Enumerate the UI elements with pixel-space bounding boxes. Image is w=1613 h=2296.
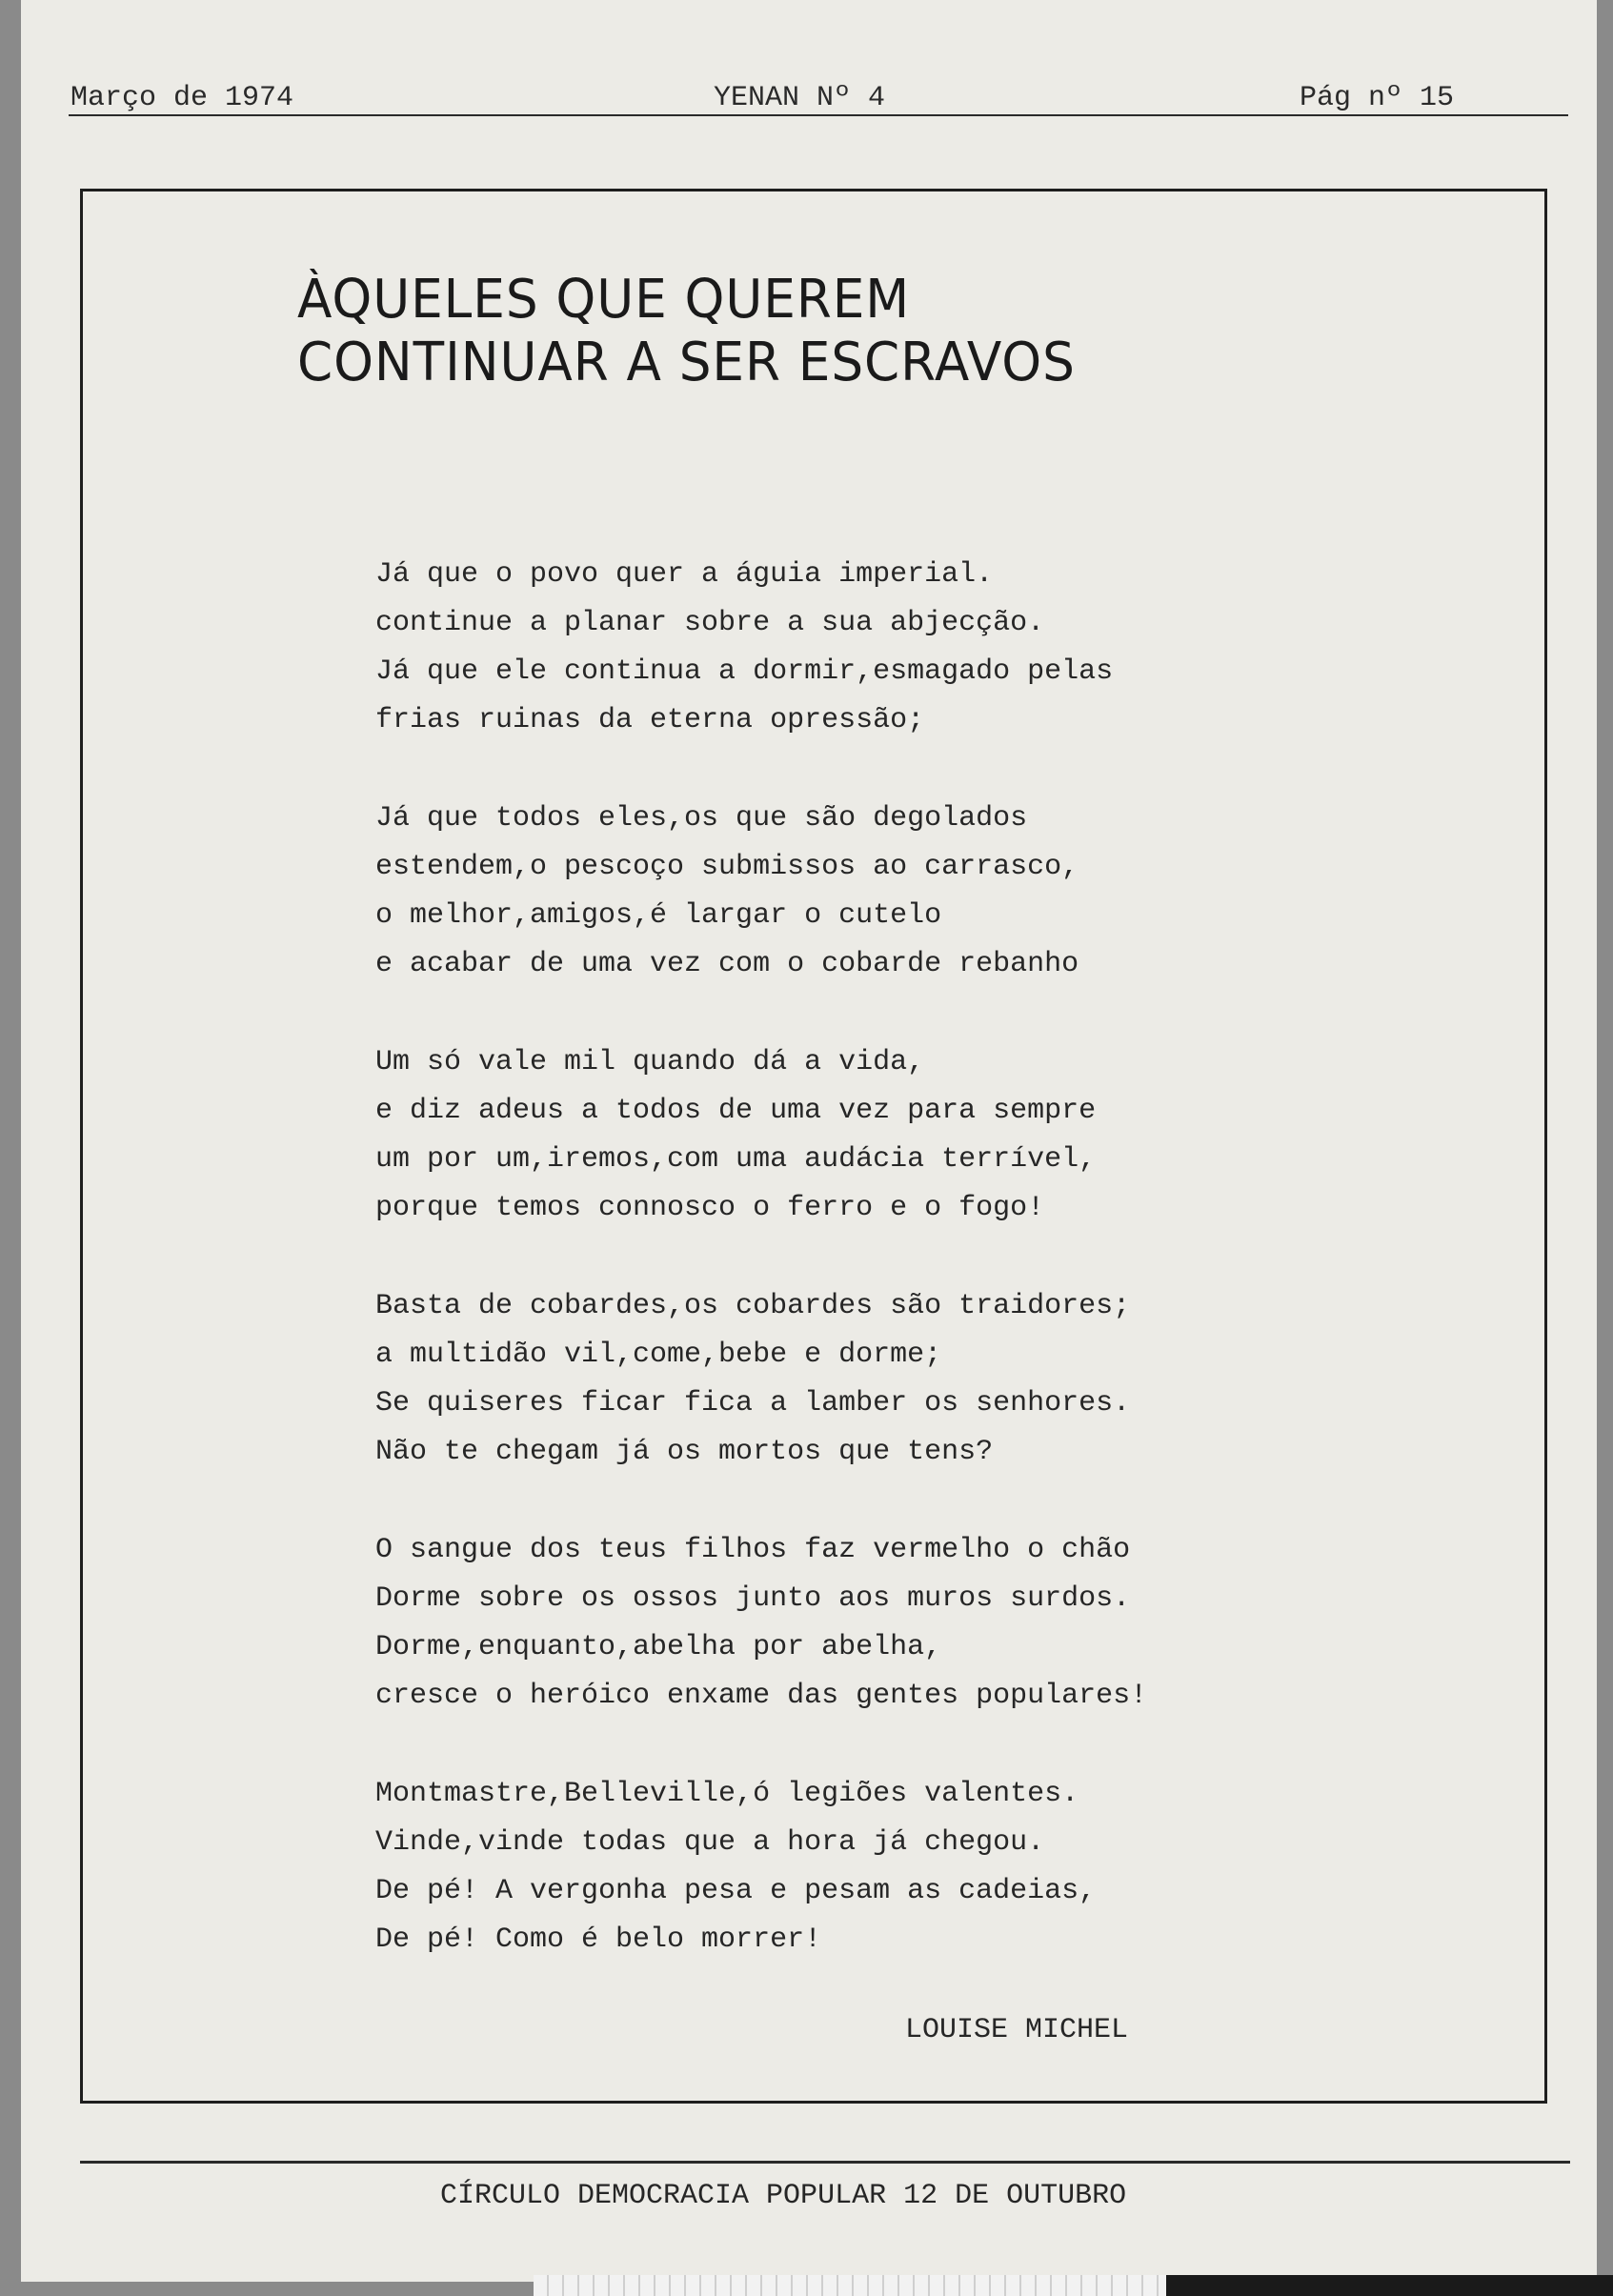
document-page (21, 0, 1597, 2282)
poem-line: Vinde,vinde todas que a hora já chegou. (375, 1826, 1045, 1859)
poem-body (375, 551, 1147, 2014)
header-page-number: Pág nº 15 (1300, 82, 1455, 114)
header-date: Março de 1974 (71, 82, 294, 114)
poem-line: Basta de cobardes,os cobardes são traidores; (375, 1290, 1131, 1322)
poem-line: De pé! A vergonha pesa e pesam as cadeias, (375, 1875, 1097, 1907)
header-rule (69, 114, 1568, 116)
header-issue: YENAN Nº 4 (714, 82, 886, 114)
title-line-2: CONTINUAR A SER ESCRAVOS (297, 332, 1076, 394)
poem-line: a multidão vil,come,bebe e dorme; (375, 1339, 942, 1371)
poem-line: Dorme,enquanto,abelha por abelha, (375, 1631, 942, 1663)
page-footer: CÍRCULO DEMOCRACIA POPULAR 12 DE OUTUBRO (440, 2180, 1127, 2212)
poem-line: porque temos connosco o ferro e o fogo! (375, 1192, 1045, 1224)
poem-line: frias ruinas da eterna opressão; (375, 704, 925, 736)
stanza-2 (375, 795, 1147, 989)
poem-line: estendem,o pescoço submissos ao carrasco, (375, 851, 1079, 883)
poem-line: Já que o povo quer a águia imperial. (375, 558, 994, 591)
footer-rule (80, 2161, 1570, 2164)
poem-line: Montmastre,Belleville,ó legiões valentes. (375, 1778, 1079, 1810)
poem-line: e diz adeus a todos de uma vez para sempre (375, 1095, 1097, 1127)
poem-line: Já que todos eles,os que são degolados (375, 802, 1028, 835)
poem-line: continue a planar sobre a sua abjecção. (375, 607, 1045, 639)
poem-line: o melhor,amigos,é largar o cutelo (375, 899, 942, 932)
poem-line: Dorme sobre os ossos junto aos muros surdos. (375, 1582, 1131, 1615)
stanza-1 (375, 551, 1147, 745)
poem-line: Se quiseres ficar fica a lamber os senhores. (375, 1387, 1131, 1420)
stanza-4 (375, 1282, 1147, 1477)
stanza-3 (375, 1038, 1147, 1233)
poem-line: De pé! Como é belo morrer! (375, 1923, 822, 1956)
poem-line: e acabar de uma vez com o cobarde rebanho (375, 948, 1079, 980)
stanza-5 (375, 1526, 1147, 1721)
poem-title (297, 269, 1076, 394)
poem-line: O sangue dos teus filhos faz vermelho o chão (375, 1534, 1131, 1566)
stanza-6 (375, 1770, 1147, 1964)
poem-line: um por um,iremos,com uma audácia terrível, (375, 1143, 1097, 1176)
poem-line: Não te chegam já os mortos que tens? (375, 1436, 994, 1468)
poem-line: Um só vale mil quando dá a vida, (375, 1046, 925, 1078)
poem-line: Já que ele continua a dormir,esmagado pelas (375, 655, 1114, 688)
poem-line: cresce o heróico enxame das gentes populares! (375, 1680, 1148, 1712)
poem-author: LOUISE MICHEL (905, 2014, 1129, 2046)
scan-ruler-dark-segment (1166, 2275, 1613, 2296)
title-line-1: ÀQUELES QUE QUEREM (297, 269, 911, 331)
